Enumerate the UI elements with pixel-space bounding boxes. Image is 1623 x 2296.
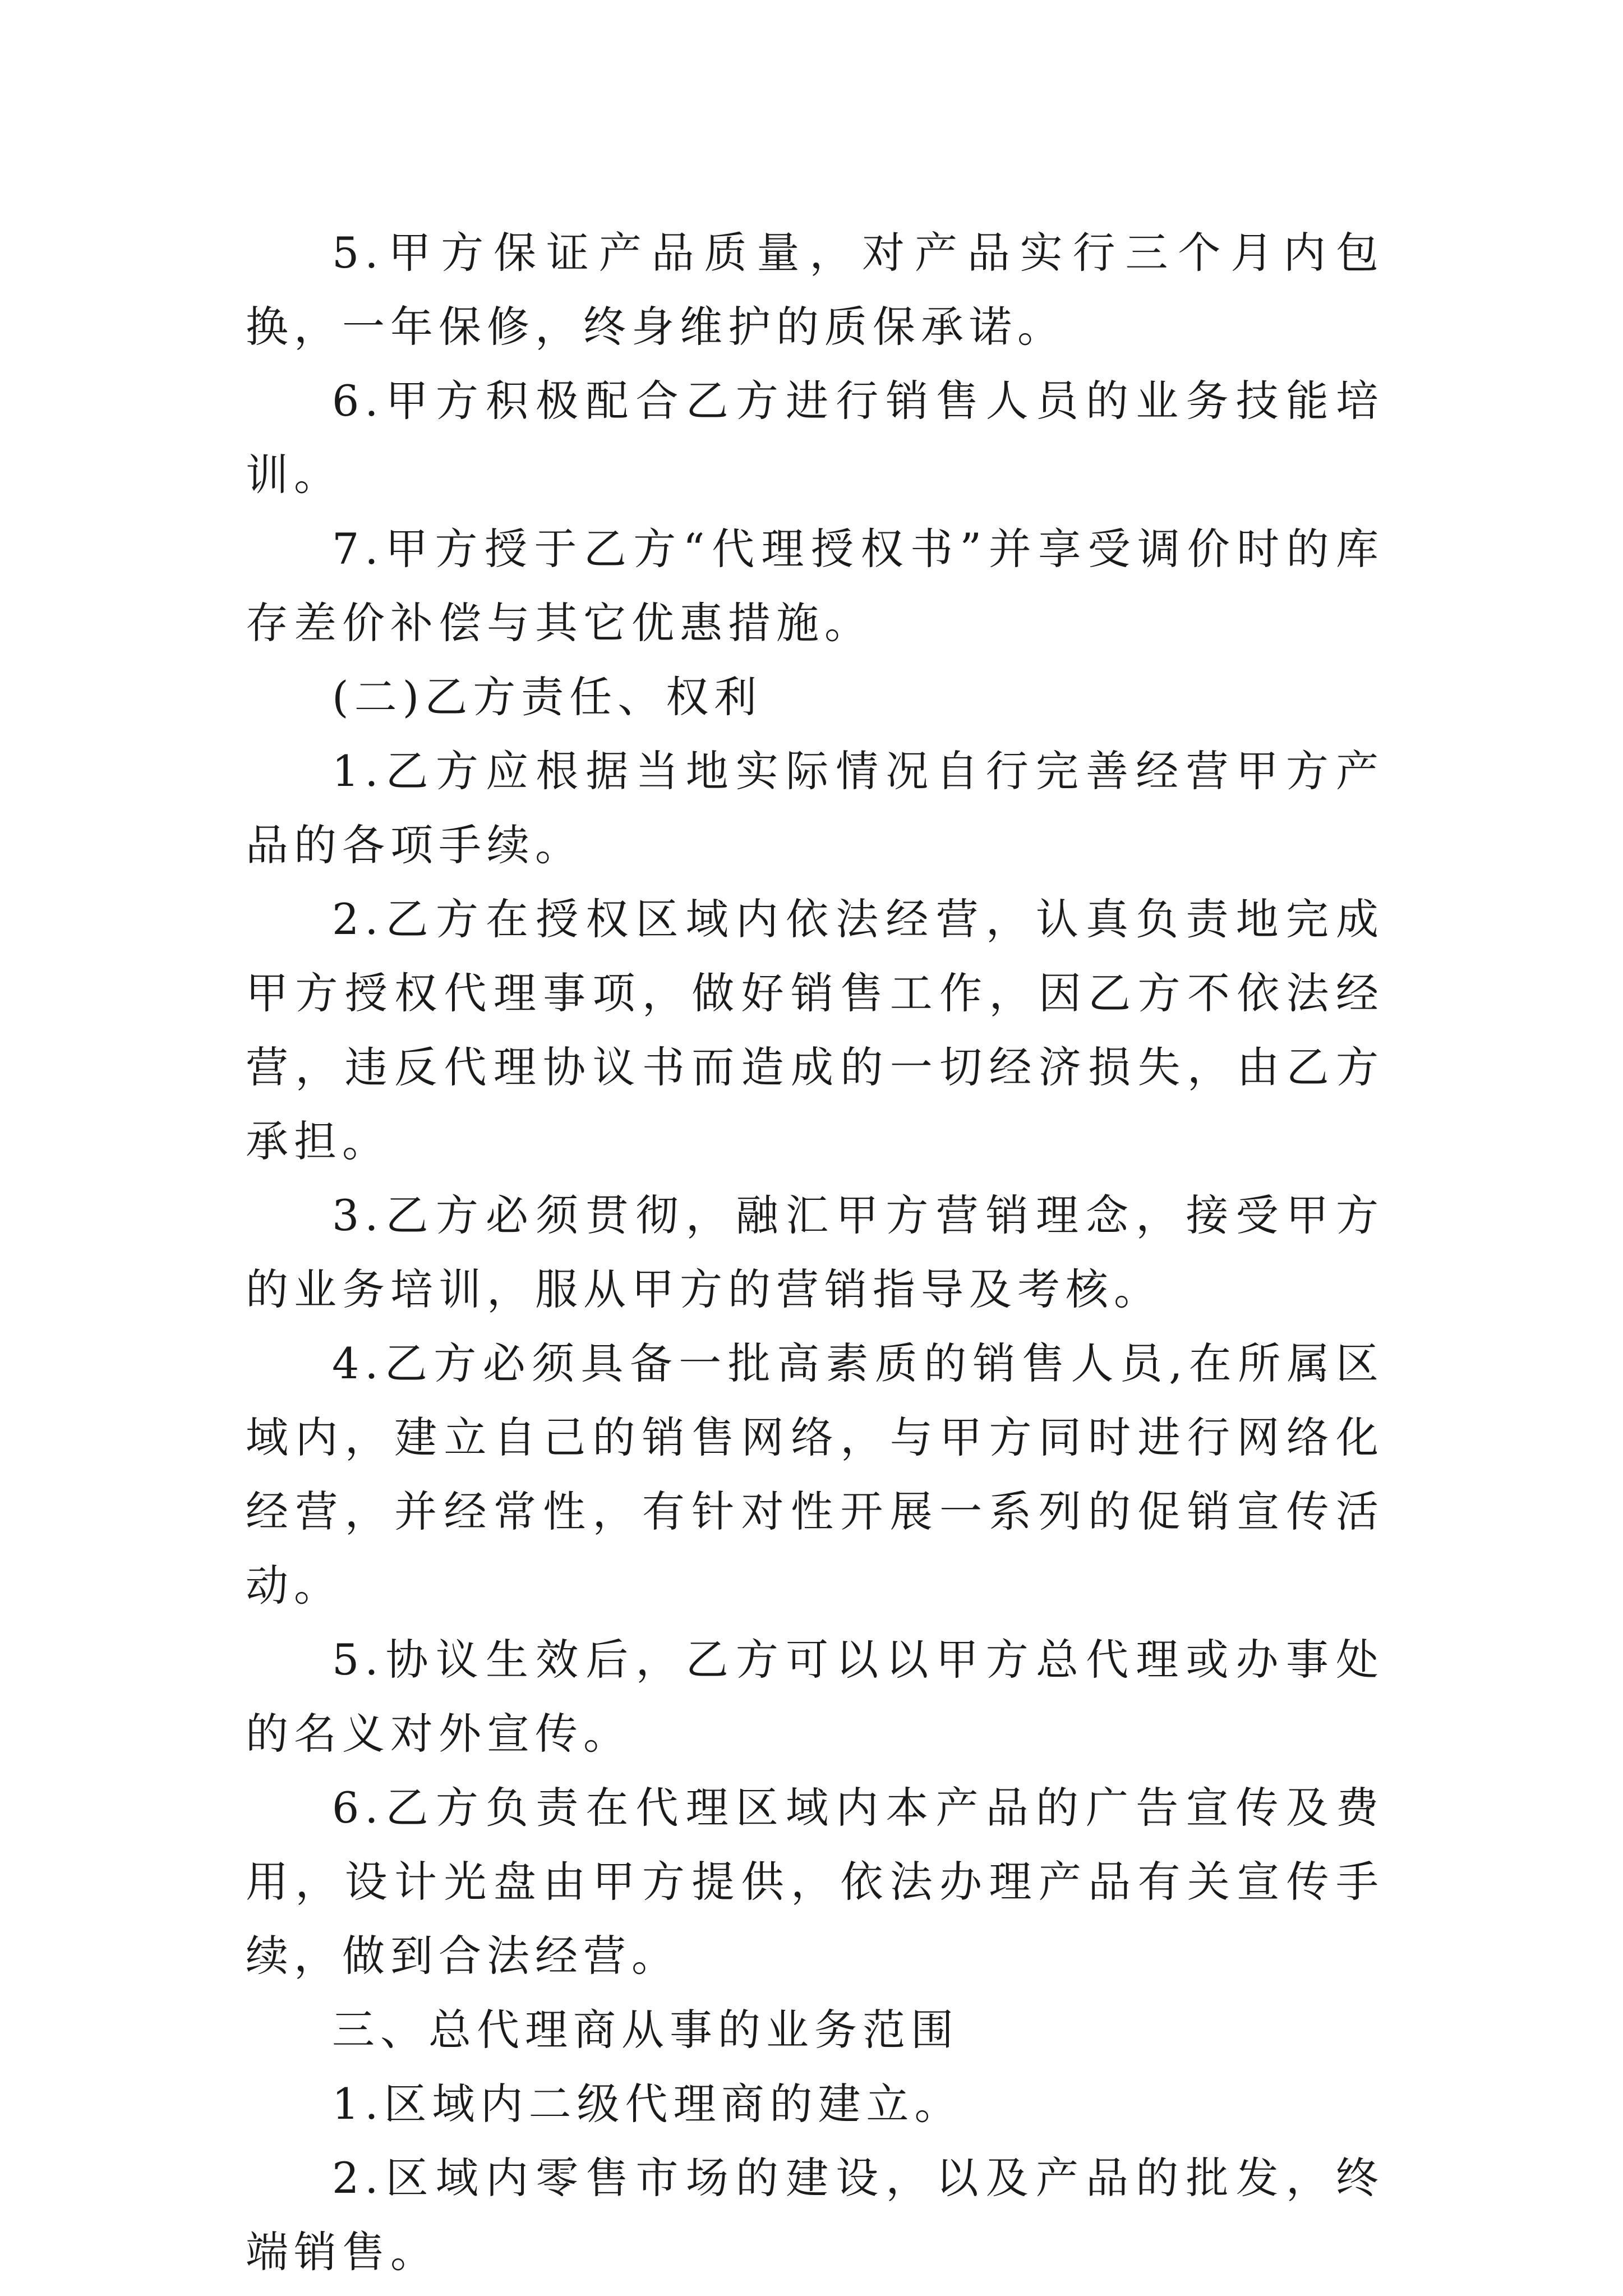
paragraph-scope-item-1: 1.区域内二级代理商的建立。: [332, 2079, 963, 2129]
paragraph-party-b-item-5: 5.协议生效后，乙方可以以甲方总代理或办事处的名义对外宣传。: [246, 1635, 1384, 1759]
paragraph-scope-item-2: 2.区域内零售市场的建设，以及产品的批发，终端销售。: [246, 2153, 1384, 2277]
document-body: [246, 216, 1384, 2289]
paragraph-party-a-item-6: 6.甲方积极配合乙方进行销售人员的业务技能培训。: [246, 376, 1384, 500]
paragraph-party-b-item-3: 3.乙方必须贯彻，融汇甲方营销理念，接受甲方的业务培训，服从甲方的营销指导及考核。: [246, 1190, 1384, 1314]
paragraph-party-a-item-7: 7.甲方授于乙方“代理授权书”并享受调价时的库存差价补偿与其它优惠措施。: [246, 524, 1384, 648]
paragraph-party-b-item-1: 1.乙方应根据当地实际情况自行完善经营甲方产品的各项手续。: [246, 746, 1384, 870]
heading-party-b-responsibilities: (二)乙方责任、权利: [332, 672, 763, 722]
paragraph-party-b-item-4: 4.乙方必须具备一批高素质的销售人员,在所属区域内，建立自己的销售网络，与甲方同时进行网络化经营，并经常性，有针对性开展一系列的促销宣传活动。: [246, 1338, 1384, 1611]
heading-business-scope: 三、总代理商从事的业务范围: [332, 2005, 959, 2055]
paragraph-party-a-item-5: 5.甲方保证产品质量，对产品实行三个月内包换，一年保修，终身维护的质保承诺。: [246, 228, 1384, 352]
paragraph-party-b-item-6: 6.乙方负责在代理区域内本产品的广告宣传及费用，设计光盘由甲方提供，依法办理产品有关宣传手续，做到合法经营。: [246, 1783, 1384, 1981]
paragraph-party-b-item-2: 2.乙方在授权区域内依法经营，认真负责地完成甲方授权代理事项，做好销售工作，因乙方不依法经营，违反代理协议书而造成的一切经济损失，由乙方承担。: [246, 894, 1384, 1166]
